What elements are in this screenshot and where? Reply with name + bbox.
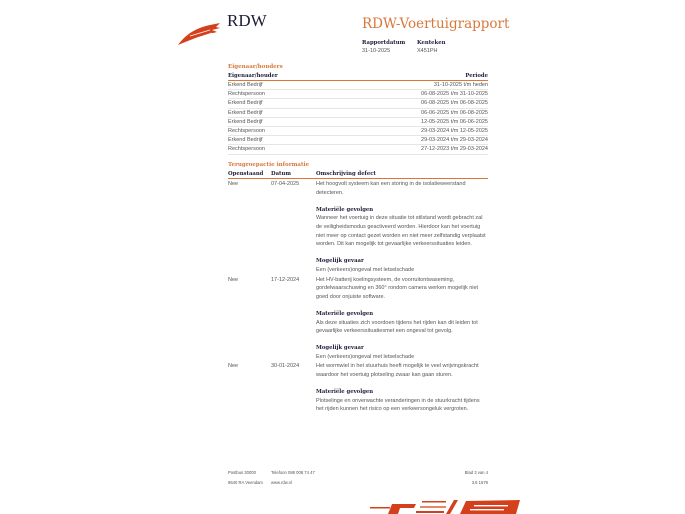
owner-period: 31-10-2025 t/m heden [339, 81, 488, 90]
owner-row [228, 117, 488, 126]
owner-type: Rechtspersoon [228, 145, 339, 154]
owner-period: 29-03-2024 t/m 29-03-2024 [339, 136, 488, 145]
recall-date: 07-04-2025 [271, 181, 300, 187]
plate-label: Kenteken [417, 40, 446, 46]
footer-page: Blad 3 van 4 [464, 470, 488, 475]
consequences-text: Wanneer het voertuig in deze situatie tot stilstand wordt gebracht zal de veiligheidsmodus geactiveerd worden. Hierdoor kan het voertuig niet meer op contact gezet worden en niet meer zelfstandig verplaatst worden. Dit kan mogelijk tot gevaarlijke verkeerssituaties leiden. [316, 215, 486, 248]
footer-stripes-icon [370, 498, 530, 514]
owner-period: 06-08-2025 t/m 06-08-2025 [339, 99, 488, 108]
owner-period: 29-03-2024 t/m 12-05-2025 [339, 126, 488, 135]
recalls-table [228, 170, 488, 414]
owner-type: Erkend Bedrijf [228, 99, 339, 108]
footer-city: 9640 RA Veendam [228, 480, 263, 485]
recall-row [228, 179, 488, 275]
recall-open: Nee [228, 181, 239, 187]
report-date-label: Rapportdatum [362, 40, 406, 46]
consequences-text: Als deze situaties zich voordoen tijdens het rijden kan dit leiden tot gevaarlijke verkeerssituatiesmet een ongeval tot gevolg. [316, 319, 478, 335]
owner-row [228, 136, 488, 145]
recall-date: 30-01-2024 [271, 363, 300, 370]
owner-type: Erkend Bedrijf [228, 136, 339, 145]
owner-type: Erkend Bedrijf [228, 117, 339, 126]
owner-row [228, 99, 488, 108]
defect-text: Het HV-batterij koelingsysteem, de voorruitontwaseming, gordelwaarschuwing en 360° rondom camera werken mogelijk niet goed door onjuiste software. [316, 276, 479, 300]
danger-text: Een (verkeers)ongeval met letselschade [316, 266, 415, 273]
col-defect: Omschrijving defect [316, 170, 488, 179]
owner-row [228, 90, 488, 99]
danger-label: Mogelijk gevaar [316, 258, 364, 265]
owner-row [228, 126, 488, 135]
footer-code: 3.6 1679 [471, 480, 488, 485]
defect-text: Het hoogvolt systeem kan een storing in de isolatieweerstand detecteren. [316, 181, 466, 196]
col-date: Datum [271, 170, 316, 179]
consequences-label: Materiële gevolgen [316, 310, 374, 317]
col-owner: Eigenaar/houder [228, 72, 339, 81]
danger-text: Een (verkeers)ongeval met letselschade [316, 353, 415, 360]
col-period: Periode [339, 72, 488, 81]
footer-website[interactable]: www.rdw.nl [271, 480, 292, 485]
danger-label: Mogelijk gevaar [316, 345, 364, 352]
rdw-logo-icon [176, 20, 222, 46]
report-title: RDW-Voertuigrapport [362, 16, 510, 32]
owner-type: Erkend Bedrijf [228, 108, 339, 117]
owners-table [228, 72, 488, 155]
owner-type: Rechtspersoon [228, 126, 339, 135]
recalls-section-title: Terugroepactie informatie [228, 162, 310, 168]
recall-date: 17-12-2024 [271, 276, 300, 283]
owner-row [228, 145, 488, 154]
owner-period: 27-12-2023 t/m 29-03-2024 [339, 145, 488, 154]
consequences-text: Plotselinge en onverwachte veranderingen in de stuurkracht tijdens het rijden kunnen het risico op een verkeersongeluk vergroten. [316, 397, 480, 413]
consequences-label: Materiële gevolgen [316, 206, 374, 213]
consequences-label: Materiële gevolgen [316, 389, 374, 396]
report-date: 31-10-2025 [362, 48, 391, 54]
recall-description [316, 361, 488, 414]
recall-description [316, 275, 488, 362]
owner-type: Rechtspersoon [228, 90, 339, 99]
owner-period: 06-06-2025 t/m 06-08-2025 [339, 108, 488, 117]
plate: X451PH [417, 48, 438, 54]
col-open: Openstaand [228, 170, 271, 179]
footer-phone: Telefoon 088 008 74 47 [271, 470, 315, 475]
owners-section-title: Eigenaar/houders [228, 64, 283, 70]
recall-description [316, 179, 488, 275]
recall-row [228, 361, 488, 414]
defect-text: Het wormwiel in het stuurhuis heeft mogelijk te veel wrijvingskracht waardoor het voertuig plotseling zwaar kan gaan sturen. [316, 363, 479, 379]
recall-open: Nee [228, 363, 239, 370]
owner-period: 06-08-2025 t/m 31-10-2025 [339, 90, 488, 99]
footer-postbus: Postbus 30000 [228, 470, 256, 475]
brand-name: RDW [227, 11, 267, 30]
owner-type: Erkend Bedrijf [228, 81, 339, 90]
owner-row [228, 108, 488, 117]
owner-period: 12-05-2025 t/m 06-06-2025 [339, 117, 488, 126]
recall-open: Nee [228, 276, 239, 283]
owner-row [228, 81, 488, 90]
recall-row [228, 275, 488, 362]
